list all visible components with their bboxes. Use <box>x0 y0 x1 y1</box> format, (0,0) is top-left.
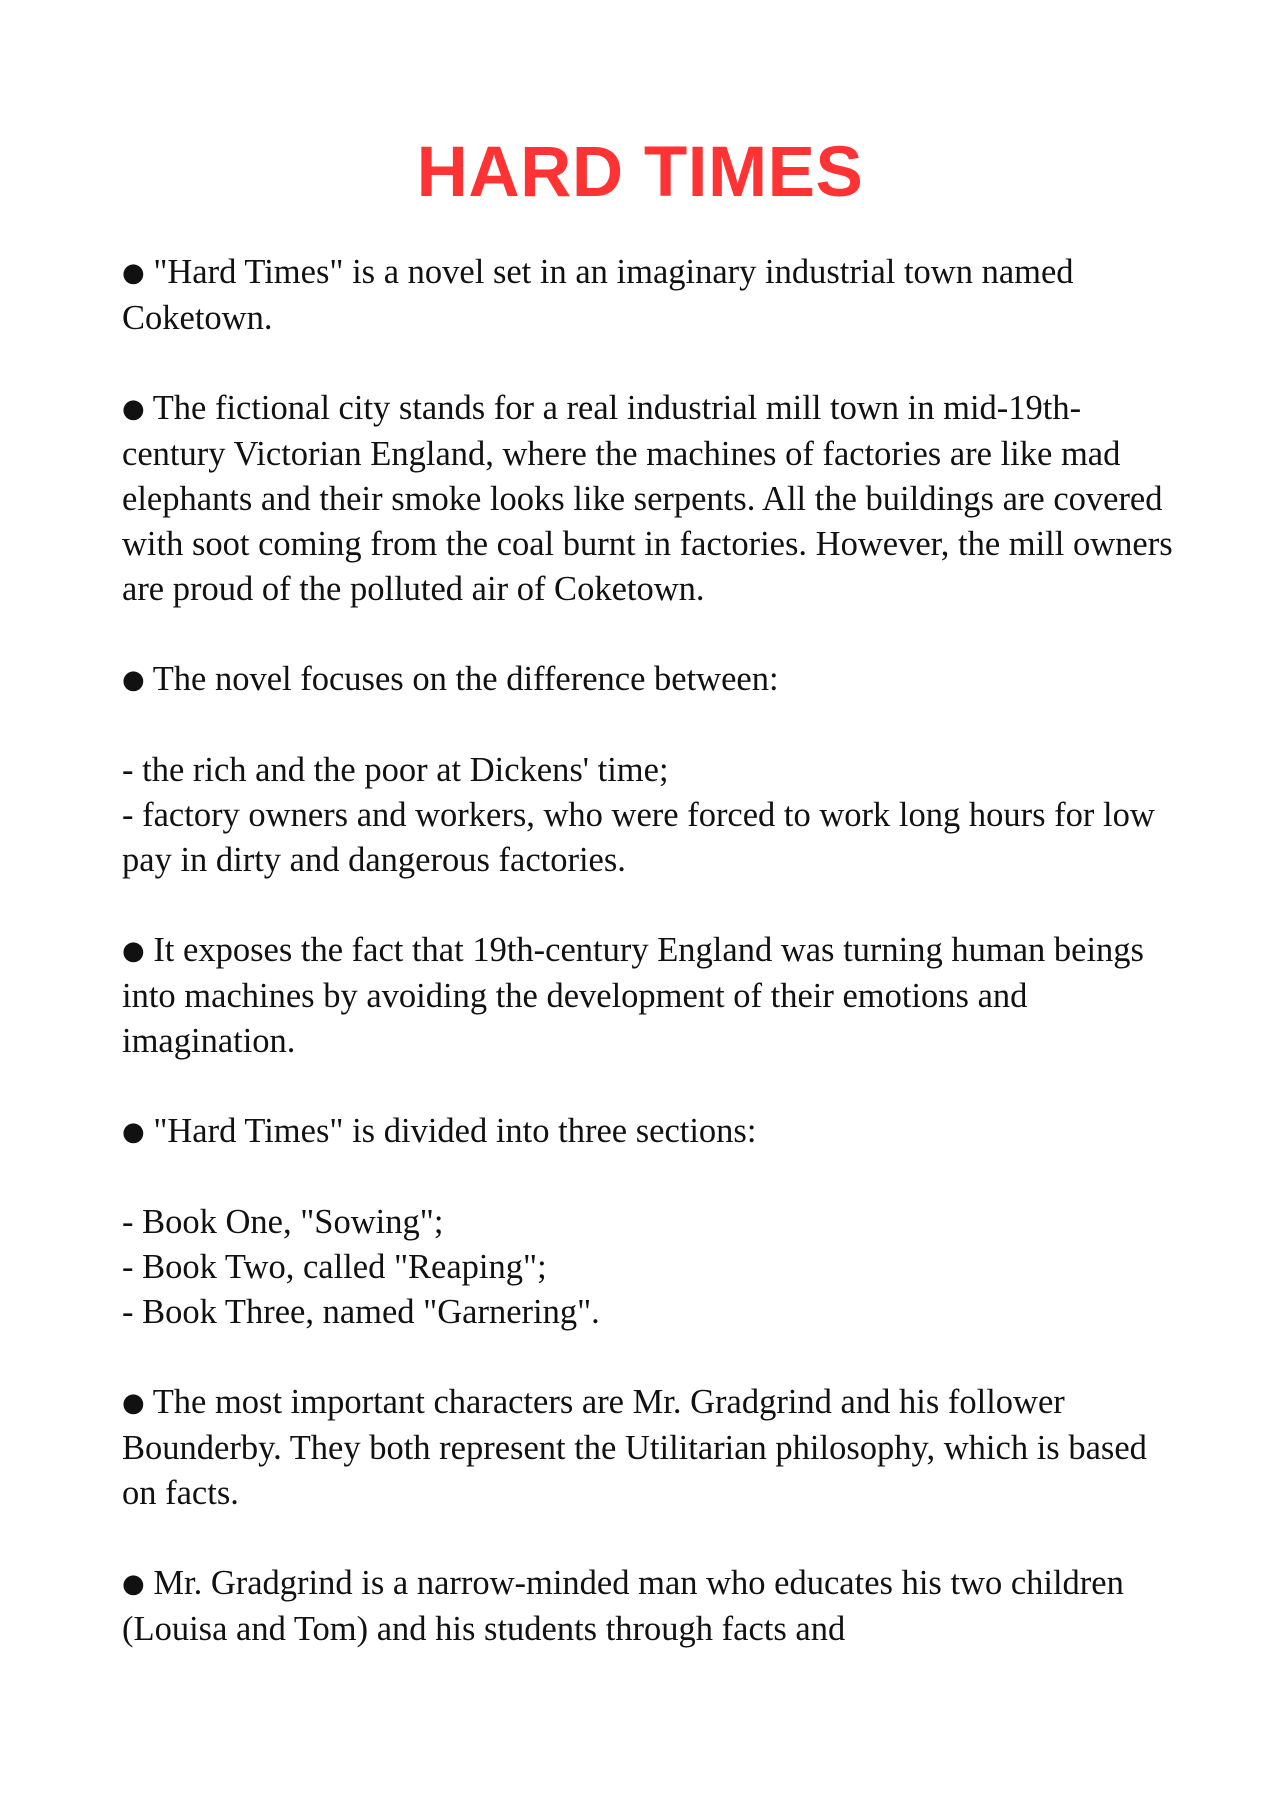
list-item: - Book Three, named "Garnering". <box>122 1293 600 1331</box>
sections-list <box>122 1200 1182 1335</box>
paragraph-text: Mr. Gradgrind is a narrow-minded man who educates his two children (Louisa and Tom) and his students through facts and <box>122 1564 1124 1648</box>
paragraph-text: "Hard Times" is divided into three sections: <box>153 1112 757 1150</box>
paragraph-intro <box>122 250 1182 341</box>
paragraph-text: The fictional city stands for a real industrial mill town in mid-19th-century Victorian England, where the machines of factories are like mad elephants and their smoke looks like serpents. All the buildings are covered with soot coming from the coal burnt in factories. However, the mill owners are proud of the polluted air of Coketown. <box>122 389 1173 608</box>
paragraph-characters <box>122 1380 1182 1516</box>
difference-list <box>122 748 1182 883</box>
bullet-icon: ● <box>122 1117 145 1147</box>
paragraph-exposes <box>122 928 1182 1064</box>
list-item: - the rich and the poor at Dickens' time; <box>122 751 669 789</box>
paragraph-text: It exposes the fact that 19th-century England was turning human beings into machines by avoiding the development of their emotions and imagination. <box>122 931 1144 1060</box>
bullet-icon: ● <box>122 665 145 695</box>
bullet-icon: ● <box>122 1388 145 1418</box>
paragraph-text: The novel focuses on the difference between: <box>152 660 779 698</box>
paragraph-sections <box>122 1109 1182 1155</box>
document-body <box>122 250 1182 1697</box>
paragraph-text: "Hard Times" is a novel set in an imaginary industrial town named Coketown. <box>122 253 1074 337</box>
list-item: - Book Two, called "Reaping"; <box>122 1248 547 1286</box>
paragraph-focus <box>122 657 1182 703</box>
paragraph-coketown <box>122 386 1182 612</box>
bullet-icon: ● <box>122 258 145 288</box>
list-item: - factory owners and workers, who were forced to work long hours for low pay in dirty and dangerous factories. <box>122 796 1155 879</box>
bullet-icon: ● <box>122 394 145 424</box>
paragraph-gradgrind <box>122 1561 1182 1652</box>
paragraph-text: The most important characters are Mr. Gradgrind and his follower Bounderby. They both represent the Utilitarian philosophy, which is based on facts. <box>122 1383 1147 1512</box>
page-title: HARD TIMES <box>416 133 864 212</box>
list-item: - Book One, "Sowing"; <box>122 1203 444 1241</box>
bullet-icon: ● <box>122 936 145 966</box>
bullet-icon: ● <box>122 1569 145 1599</box>
